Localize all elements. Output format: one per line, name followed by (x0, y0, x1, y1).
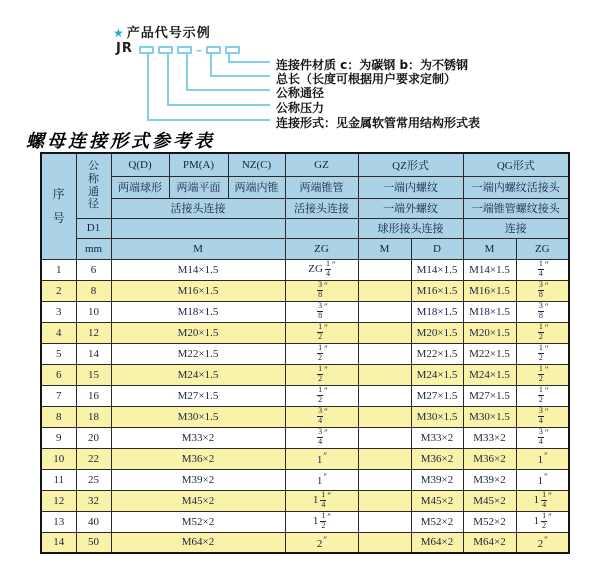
dn-cell: 40 (76, 511, 111, 532)
qz-d-cell: M22×1.5 (411, 343, 463, 364)
d1-header: D1 (76, 218, 111, 238)
col-header-seq: 序号 (41, 153, 76, 259)
code-box-5 (225, 46, 240, 54)
seq-cell: 10 (41, 448, 76, 469)
qz-m-cell (358, 259, 411, 280)
dn-cell: 32 (76, 490, 111, 511)
qg-zg-cell: 1 $\frac{1}{2}$ ″ (516, 511, 569, 532)
qg-zg-cell: 1″ (516, 469, 569, 490)
dn-cell: 8 (76, 280, 111, 301)
dn-cell: 12 (76, 322, 111, 343)
m-cell: M16×1.5 (111, 280, 285, 301)
qg-zg-cell: $\frac{3}{4}$ ″ (516, 406, 569, 427)
zg-cell: 1″ (285, 448, 358, 469)
col-header-q: Q(D) (111, 153, 169, 176)
union-connection-header: 活接头连接 (111, 198, 285, 218)
table-row (41, 385, 569, 406)
qz-connection-header: 球形接头连接 (358, 218, 463, 238)
qz-m-cell (358, 280, 411, 301)
col-header-pm: PM(A) (169, 153, 228, 176)
qz-m-cell (358, 301, 411, 322)
seq-cell: 12 (41, 490, 76, 511)
desc-nz: 两端内锥 (228, 176, 285, 198)
seq-cell: 9 (41, 427, 76, 448)
qz-d-header: D (411, 238, 463, 259)
desc-qz-2: 一端外螺纹 (358, 198, 463, 218)
table-row (41, 532, 569, 553)
product-code-prefix: JR (116, 41, 133, 56)
m-cell: M20×1.5 (111, 322, 285, 343)
table-row (41, 280, 569, 301)
qg-m-cell: M16×1.5 (463, 280, 516, 301)
code-box-4 (206, 46, 221, 54)
m-cell: M27×1.5 (111, 385, 285, 406)
zg-cell: 1 $\frac{1}{2}$ ″ (285, 511, 358, 532)
dn-cell: 18 (76, 406, 111, 427)
dn-cell: 22 (76, 448, 111, 469)
col-header-nz: NZ(C) (228, 153, 285, 176)
qz-d-cell: M39×2 (411, 469, 463, 490)
qz-d-cell: M30×1.5 (411, 406, 463, 427)
table-row (41, 469, 569, 490)
qg-connection-header: 连接 (463, 218, 569, 238)
qg-zg-cell: 1 $\frac{1}{4}$ ″ (516, 490, 569, 511)
zg-cell: 1 $\frac{1}{4}$ ″ (285, 490, 358, 511)
dn-cell: 15 (76, 364, 111, 385)
col-header-qg: QG形式 (463, 153, 569, 176)
gz-connection-header: 活接头连接 (285, 198, 358, 218)
desc-q: 两端球形 (111, 176, 169, 198)
qz-d-cell: M20×1.5 (411, 322, 463, 343)
code-box-2 (158, 46, 173, 54)
zg-cell: $\frac{1}{2}$ ″ (285, 364, 358, 385)
qg-zg-cell: 2″ (516, 532, 569, 553)
qz-d-cell: M33×2 (411, 427, 463, 448)
zg-cell: 2″ (285, 532, 358, 553)
zg-cell: $\frac{3}{4}$ ″ (285, 406, 358, 427)
nut-connection-table (40, 152, 570, 554)
seq-cell: 8 (41, 406, 76, 427)
diagram-label-diameter: 公称通径 (276, 86, 325, 100)
zg-cell: 1″ (285, 469, 358, 490)
qg-zg-header: ZG (516, 238, 569, 259)
star-icon: ★ (113, 26, 125, 40)
zg-cell: $\frac{3}{4}$ ″ (285, 427, 358, 448)
seq-cell: 7 (41, 385, 76, 406)
qz-m-cell (358, 469, 411, 490)
zg-col-header: ZG (285, 238, 358, 259)
m-cell: M45×2 (111, 490, 285, 511)
qz-d-cell: M27×1.5 (411, 385, 463, 406)
qg-zg-cell: 1″ (516, 448, 569, 469)
diagram-label-length: 总长（长度可根据用户要求定制） (276, 72, 457, 86)
col-header-dn: 公称通径 (76, 153, 111, 218)
qz-m-cell (358, 427, 411, 448)
qg-zg-cell: $\frac{1}{2}$ ″ (516, 322, 569, 343)
col-header-qz: QZ形式 (358, 153, 463, 176)
qg-zg-cell: $\frac{1}{4}$ ″ (516, 259, 569, 280)
d1-span-empty (111, 218, 285, 238)
dn-cell: 6 (76, 259, 111, 280)
qg-m-cell: M20×1.5 (463, 322, 516, 343)
code-boxes (139, 43, 240, 57)
table-row (41, 427, 569, 448)
qz-d-cell: M52×2 (411, 511, 463, 532)
table-row (41, 364, 569, 385)
qg-zg-cell: $\frac{1}{2}$ ″ (516, 364, 569, 385)
qz-d-cell: M18×1.5 (411, 301, 463, 322)
qg-m-cell: M30×1.5 (463, 406, 516, 427)
zg-cell: $\frac{1}{2}$ ″ (285, 343, 358, 364)
qg-m-cell: M24×1.5 (463, 364, 516, 385)
qz-m-cell (358, 490, 411, 511)
table-row (41, 448, 569, 469)
connector-line-5 (147, 54, 270, 121)
code-dash: – (196, 43, 202, 57)
m-cell: M24×1.5 (111, 364, 285, 385)
qz-m-cell (358, 511, 411, 532)
m-cell: M64×2 (111, 532, 285, 553)
qg-m-cell: M33×2 (463, 427, 516, 448)
qz-m-cell (358, 385, 411, 406)
desc-pm: 两端平面 (169, 176, 228, 198)
table-row (41, 406, 569, 427)
dn-cell: 14 (76, 343, 111, 364)
zg-cell: $\frac{1}{2}$ ″ (285, 322, 358, 343)
zg-cell: $\frac{3}{8}$ ″ (285, 301, 358, 322)
qg-zg-cell: $\frac{1}{2}$ ″ (516, 385, 569, 406)
qz-m-cell (358, 322, 411, 343)
qz-m-cell (358, 343, 411, 364)
desc-qg-1: 一端内螺纹活接头 (463, 176, 569, 198)
table-row (41, 259, 569, 280)
dn-cell: 25 (76, 469, 111, 490)
qz-m-cell (358, 364, 411, 385)
qg-m-header: M (463, 238, 516, 259)
zg-cell: ZG $\frac{1}{4}$ ″ (285, 259, 358, 280)
mm-header: mm (76, 238, 111, 259)
qg-m-cell: M52×2 (463, 511, 516, 532)
qz-d-cell: M64×2 (411, 532, 463, 553)
qz-d-cell: M24×1.5 (411, 364, 463, 385)
m-cell: M39×2 (111, 469, 285, 490)
seq-cell: 1 (41, 259, 76, 280)
qg-zg-cell: $\frac{1}{2}$ ″ (516, 343, 569, 364)
seq-cell: 3 (41, 301, 76, 322)
diagram-label-material: 连接件材质 c：为碳钢 b：为不锈钢 (276, 58, 469, 72)
desc-qg-2: 一端锥管螺纹接头 (463, 198, 569, 218)
m-cell: M18×1.5 (111, 301, 285, 322)
table-row (41, 301, 569, 322)
qg-m-cell: M27×1.5 (463, 385, 516, 406)
dn-cell: 10 (76, 301, 111, 322)
table-row (41, 511, 569, 532)
m-cell: M30×1.5 (111, 406, 285, 427)
diagram-title (113, 22, 211, 41)
code-box-1 (139, 46, 154, 54)
dn-cell: 20 (76, 427, 111, 448)
qz-m-cell (358, 448, 411, 469)
table-row (41, 490, 569, 511)
desc-qz-1: 一端内螺纹 (358, 176, 463, 198)
qg-m-cell: M14×1.5 (463, 259, 516, 280)
m-cell: M33×2 (111, 427, 285, 448)
desc-gz: 两端锥管 (285, 176, 358, 198)
table-row (41, 322, 569, 343)
m-cell: M36×2 (111, 448, 285, 469)
qg-m-cell: M36×2 (463, 448, 516, 469)
table-title: 螺母连接形式参考表 (26, 131, 215, 151)
qg-m-cell: M39×2 (463, 469, 516, 490)
diagram-label-pressure: 公称压力 (276, 101, 325, 115)
seq-cell: 6 (41, 364, 76, 385)
qg-m-cell: M45×2 (463, 490, 516, 511)
m-cell: M22×1.5 (111, 343, 285, 364)
qz-d-cell: M16×1.5 (411, 280, 463, 301)
qz-d-cell: M14×1.5 (411, 259, 463, 280)
seq-cell: 11 (41, 469, 76, 490)
qz-m-cell (358, 532, 411, 553)
m-cell: M14×1.5 (111, 259, 285, 280)
seq-cell: 5 (41, 343, 76, 364)
table-row (41, 343, 569, 364)
qg-m-cell: M18×1.5 (463, 301, 516, 322)
qg-zg-cell: $\frac{3}{8}$ ″ (516, 280, 569, 301)
m-span-header: M (111, 238, 285, 259)
qg-m-cell: M22×1.5 (463, 343, 516, 364)
code-box-3 (177, 46, 192, 54)
zg-cell: $\frac{3}{8}$ ″ (285, 280, 358, 301)
dn-cell: 50 (76, 532, 111, 553)
qz-m-cell (358, 406, 411, 427)
seq-cell: 4 (41, 322, 76, 343)
qg-zg-cell: $\frac{3}{4}$ ″ (516, 427, 569, 448)
seq-cell: 14 (41, 532, 76, 553)
diagram-title-text: 产品代号示例 (126, 26, 211, 41)
d1-gz-empty (285, 218, 358, 238)
col-header-gz: GZ (285, 153, 358, 176)
dn-cell: 16 (76, 385, 111, 406)
qz-d-cell: M36×2 (411, 448, 463, 469)
qg-zg-cell: $\frac{3}{8}$ ″ (516, 301, 569, 322)
seq-cell: 2 (41, 280, 76, 301)
zg-cell: $\frac{1}{2}$ ″ (285, 385, 358, 406)
qz-m-header: M (358, 238, 411, 259)
qg-m-cell: M64×2 (463, 532, 516, 553)
diagram-label-connection: 连接形式：见金属软管常用结构形式表 (276, 116, 481, 130)
qz-d-cell: M45×2 (411, 490, 463, 511)
m-cell: M52×2 (111, 511, 285, 532)
seq-cell: 13 (41, 511, 76, 532)
